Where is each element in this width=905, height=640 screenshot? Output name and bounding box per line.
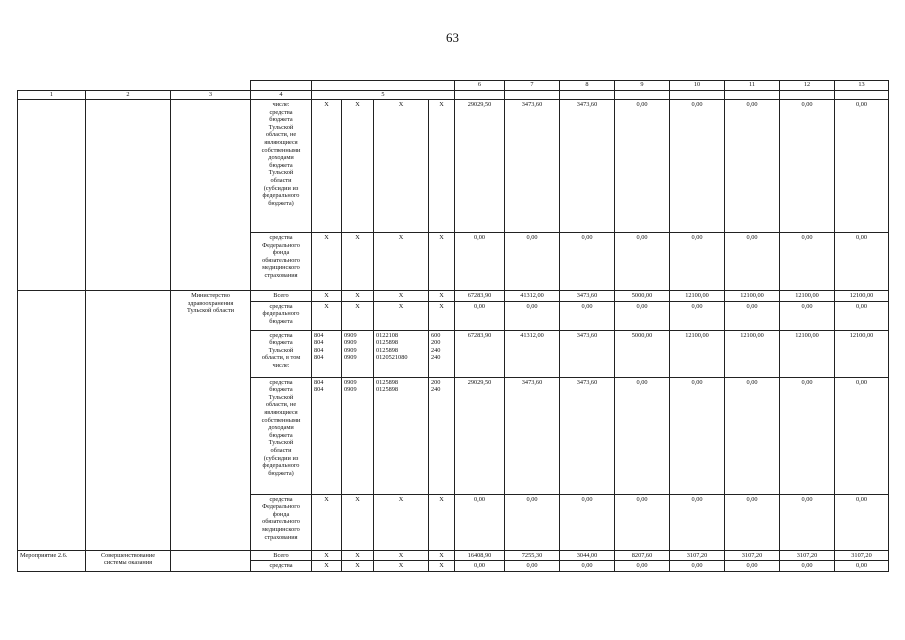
cell-value: 0,00 bbox=[670, 494, 725, 550]
cell-value: 0,00 bbox=[725, 100, 780, 233]
cell-value: 0,00 bbox=[615, 377, 670, 494]
cell-value: 12100,00 bbox=[670, 291, 725, 302]
cell-code: 0122108 0125898 0125898 0120521080 bbox=[374, 330, 429, 377]
table-row bbox=[18, 550, 889, 561]
cell-value: 0,00 bbox=[560, 494, 615, 550]
cell-value: 3107,20 bbox=[670, 550, 725, 561]
cell-value: 0,00 bbox=[835, 301, 889, 330]
row-label: средства bbox=[251, 561, 312, 572]
col-10-head: 10 bbox=[670, 81, 725, 91]
cell-value: 12100,00 bbox=[725, 330, 780, 377]
cell-value: 0,00 bbox=[780, 301, 835, 330]
cell-value: 5000,00 bbox=[615, 291, 670, 302]
cell-code: 0909 0909 bbox=[342, 377, 374, 494]
cell-value: 3473,60 bbox=[505, 100, 560, 233]
cell-value: 12100,00 bbox=[725, 291, 780, 302]
table-row bbox=[18, 291, 889, 302]
cell-value: 3473,60 bbox=[560, 100, 615, 233]
cell-x: Х bbox=[374, 291, 429, 302]
cell-x: Х bbox=[429, 291, 455, 302]
cell-value: 0,00 bbox=[780, 561, 835, 572]
cell-value: 0,00 bbox=[505, 561, 560, 572]
cell-value: 0,00 bbox=[615, 561, 670, 572]
cell-code: 804 804 bbox=[312, 377, 342, 494]
cell-value: 3044,00 bbox=[560, 550, 615, 561]
row-label: Всего bbox=[251, 550, 312, 561]
cell-value: 0,00 bbox=[455, 561, 505, 572]
cell-value: 12100,00 bbox=[780, 291, 835, 302]
cell-value: 8207,60 bbox=[615, 550, 670, 561]
cell-value: 0,00 bbox=[615, 233, 670, 291]
cell-x: Х bbox=[429, 494, 455, 550]
cell-value: 3473,60 bbox=[560, 291, 615, 302]
cell-x: Х bbox=[342, 291, 374, 302]
cell-x: Х bbox=[374, 550, 429, 561]
cell-value: 0,00 bbox=[725, 377, 780, 494]
cell-value: 0,00 bbox=[725, 561, 780, 572]
cell-x: Х bbox=[312, 494, 342, 550]
cell-x: Х bbox=[312, 550, 342, 561]
cell-value: 0,00 bbox=[615, 301, 670, 330]
col-3-head: 3 bbox=[171, 90, 251, 100]
cell-value: 0,00 bbox=[455, 301, 505, 330]
cell-x: Х bbox=[342, 494, 374, 550]
cell-value: 0,00 bbox=[615, 100, 670, 233]
cell-value: 3107,20 bbox=[835, 550, 889, 561]
cell-value: 0,00 bbox=[835, 494, 889, 550]
cell-value: 0,00 bbox=[505, 494, 560, 550]
cell-value: 3473,60 bbox=[560, 330, 615, 377]
cell-value: 0,00 bbox=[670, 100, 725, 233]
cell-code: 0125898 0125898 bbox=[374, 377, 429, 494]
cell-x: Х bbox=[374, 233, 429, 291]
row-label: средства Федерального фонда обязательного медицинского страхования bbox=[251, 233, 312, 291]
cell-x: Х bbox=[374, 561, 429, 572]
cell-value: 12100,00 bbox=[835, 330, 889, 377]
cell-x: Х bbox=[312, 233, 342, 291]
header-row-top bbox=[18, 81, 889, 91]
cell-value: 0,00 bbox=[780, 233, 835, 291]
cell-code: 200 240 bbox=[429, 377, 455, 494]
cell-value: 0,00 bbox=[615, 494, 670, 550]
row-label: средства бюджета Тульской области, в том числе: bbox=[251, 330, 312, 377]
cell-value: 12100,00 bbox=[835, 291, 889, 302]
cell-value: 3107,20 bbox=[725, 550, 780, 561]
cell-x: Х bbox=[429, 550, 455, 561]
row-label: Всего bbox=[251, 291, 312, 302]
cell-value: 29029,50 bbox=[455, 377, 505, 494]
cell-x: Х bbox=[312, 100, 342, 233]
cell-value: 0,00 bbox=[455, 494, 505, 550]
cell-value: 0,00 bbox=[835, 100, 889, 233]
cell-x: Х bbox=[374, 301, 429, 330]
cell-x: Х bbox=[312, 291, 342, 302]
cell-value: 16408,90 bbox=[455, 550, 505, 561]
cell-value: 0,00 bbox=[670, 377, 725, 494]
page-number: 63 bbox=[446, 30, 459, 45]
measure-number: Мероприятие 2.6. bbox=[18, 550, 86, 571]
col-6-head: 6 bbox=[455, 81, 505, 91]
cell-x: Х bbox=[342, 550, 374, 561]
cell-x: Х bbox=[429, 100, 455, 233]
cell-value: 0,00 bbox=[780, 377, 835, 494]
cell-value: 0,00 bbox=[560, 561, 615, 572]
row-label: средства Федерального фонда обязательного медицинского страхования bbox=[251, 494, 312, 550]
col-11-head: 11 bbox=[725, 81, 780, 91]
measure-title: Совершенствование системы оказания bbox=[86, 550, 171, 571]
table-row bbox=[18, 100, 889, 233]
ministry-label: Министерство здравоохранения Тульской области bbox=[171, 291, 251, 551]
cell-value: 0,00 bbox=[670, 301, 725, 330]
col-4-head: 4 bbox=[251, 90, 312, 100]
cell-value: 0,00 bbox=[505, 301, 560, 330]
cell-value: 0,00 bbox=[725, 233, 780, 291]
cell-value: 0,00 bbox=[780, 494, 835, 550]
cell-value: 12100,00 bbox=[780, 330, 835, 377]
cell-x: Х bbox=[429, 561, 455, 572]
cell-x: Х bbox=[342, 561, 374, 572]
cell-x: Х bbox=[342, 100, 374, 233]
col-2-head: 2 bbox=[86, 90, 171, 100]
col-5-head: 5 bbox=[312, 90, 455, 100]
cell-x: Х bbox=[429, 301, 455, 330]
cell-value: 41312,00 bbox=[505, 291, 560, 302]
col-1-head: 1 bbox=[18, 90, 86, 100]
col-8-head: 8 bbox=[560, 81, 615, 91]
cell-value: 41312,00 bbox=[505, 330, 560, 377]
cell-value: 12100,00 bbox=[670, 330, 725, 377]
cell-value: 0,00 bbox=[725, 301, 780, 330]
cell-code: 600 200 240 240 bbox=[429, 330, 455, 377]
cell-x: Х bbox=[342, 301, 374, 330]
col-7-head: 7 bbox=[505, 81, 560, 91]
cell-value: 0,00 bbox=[505, 233, 560, 291]
cell-value: 67283,90 bbox=[455, 291, 505, 302]
cell-x: Х bbox=[342, 233, 374, 291]
col-9-head: 9 bbox=[615, 81, 670, 91]
cell-value: 0,00 bbox=[560, 301, 615, 330]
cell-value: 5000,00 bbox=[615, 330, 670, 377]
cell-x: Х bbox=[312, 301, 342, 330]
row-label: средства федерального бюджета bbox=[251, 301, 312, 330]
cell-value: 0,00 bbox=[560, 233, 615, 291]
cell-code: 0909 0909 0909 0909 bbox=[342, 330, 374, 377]
cell-value: 0,00 bbox=[780, 100, 835, 233]
cell-x: Х bbox=[374, 100, 429, 233]
col-12-head: 12 bbox=[780, 81, 835, 91]
cell-value: 0,00 bbox=[670, 233, 725, 291]
header-row bbox=[18, 90, 889, 100]
row-label: числе: средства бюджета Тульской области, не являющиеся собственными доходами бюджета Тульской области (субсидии из федерального бюджета) bbox=[251, 100, 312, 233]
cell-value: 29029,50 bbox=[455, 100, 505, 233]
cell-value: 3473,60 bbox=[505, 377, 560, 494]
cell-value: 0,00 bbox=[835, 561, 889, 572]
cell-value: 0,00 bbox=[670, 561, 725, 572]
cell-value: 0,00 bbox=[725, 494, 780, 550]
cell-value: 3473,60 bbox=[560, 377, 615, 494]
cell-value: 0,00 bbox=[455, 233, 505, 291]
cell-value: 67283,90 bbox=[455, 330, 505, 377]
cell-value: 3107,20 bbox=[780, 550, 835, 561]
col-13-head: 13 bbox=[835, 81, 889, 91]
cell-x: Х bbox=[374, 494, 429, 550]
cell-x: Х bbox=[429, 233, 455, 291]
cell-value: 0,00 bbox=[835, 377, 889, 494]
cell-value: 7255,30 bbox=[505, 550, 560, 561]
cell-value: 0,00 bbox=[835, 233, 889, 291]
budget-table bbox=[17, 80, 889, 572]
cell-x: Х bbox=[312, 561, 342, 572]
cell-code: 804 804 804 804 bbox=[312, 330, 342, 377]
row-label: средства бюджета Тульской области, не являющиеся собственными доходами бюджета Тульской области (субсидии из федерального бюджета) bbox=[251, 377, 312, 494]
